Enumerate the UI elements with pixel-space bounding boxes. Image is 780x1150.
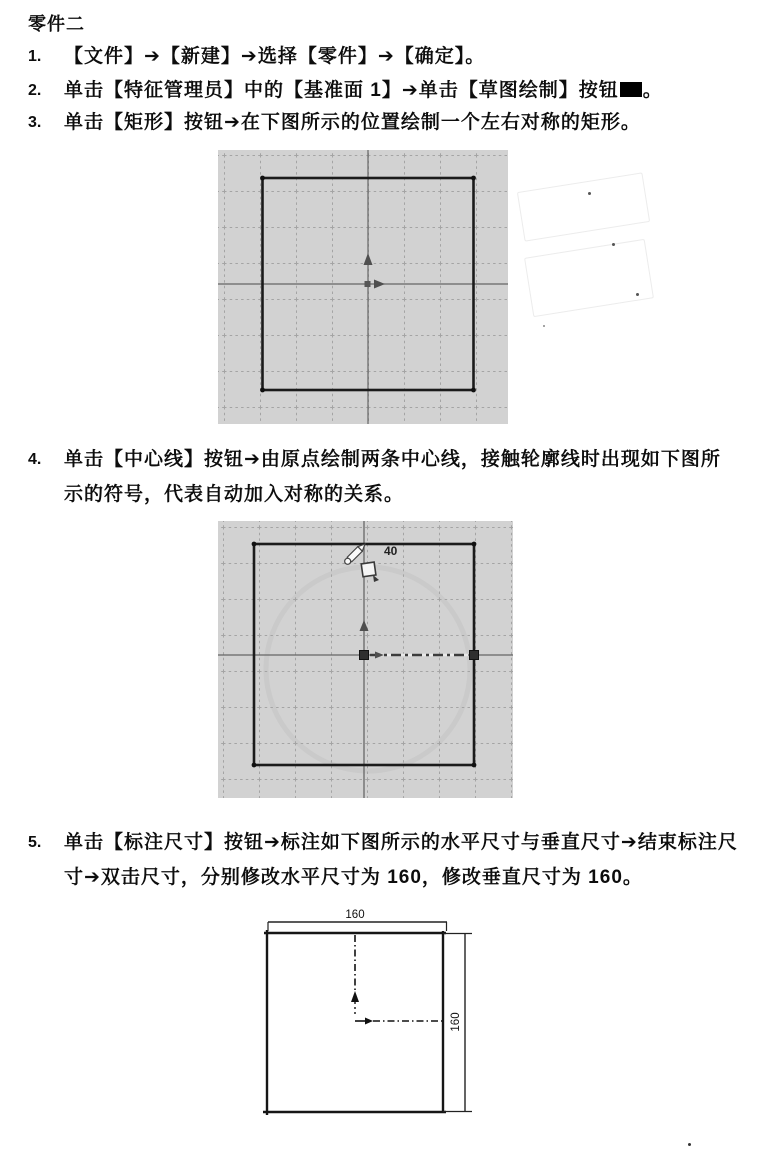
- figure-centerline-sketch: [218, 521, 513, 798]
- sketch-draw-button-icon: [620, 82, 642, 97]
- step-text-segment: 单击【特征管理员】中的【基准面 1】➔单击【草图绘制】按钮: [64, 80, 619, 101]
- centerline-length-label: 40: [384, 544, 398, 558]
- step-number: 1.: [28, 48, 42, 65]
- step-text: 【文件】➔【新建】➔选择【零件】➔【确定】。: [64, 46, 486, 67]
- centerline-sketch-canvas: [218, 521, 513, 798]
- step-text-segment: 。: [642, 80, 663, 101]
- figure-rectangle-sketch: [218, 150, 508, 424]
- horizontal-dimension-label: 160: [345, 909, 365, 921]
- step-text: 单击【标注尺寸】按钮➔标注如下图所示的水平尺寸与垂直尺寸➔结束标注尺寸➔双击尺寸，分别修改水平尺寸为 160，修改垂直尺寸为 160。: [64, 832, 738, 888]
- scan-speck: [688, 1143, 691, 1146]
- scan-speck: [612, 243, 615, 246]
- step-number: 2.: [28, 82, 42, 99]
- scan-speck: [636, 293, 639, 296]
- symmetry-marker-origin: [360, 651, 369, 660]
- origin-point: [365, 281, 371, 287]
- vertical-dimension-label: 160: [450, 1012, 462, 1032]
- figure-dimension-sketch: [250, 903, 478, 1143]
- step-text: 单击【矩形】按钮➔在下图所示的位置绘制一个左右对称的矩形。: [64, 112, 641, 133]
- scan-ghost-artifact: [517, 172, 650, 241]
- scan-speck: [543, 325, 545, 327]
- step-4: [28, 442, 744, 512]
- scan-ghost-artifact: [524, 239, 654, 317]
- scan-speck: [588, 192, 591, 195]
- step-number: 3.: [28, 114, 42, 131]
- step-text: 单击【中心线】按钮➔由原点绘制两条中心线，接触轮廓线时出现如下图所示的符号，代表自动加入对称的关系。: [64, 449, 721, 505]
- step-text: [64, 73, 740, 108]
- symmetry-marker-right-edge: [470, 651, 479, 660]
- rectangle-sketch-canvas: [218, 150, 508, 424]
- step-3: [28, 105, 744, 140]
- step-number: 5.: [28, 834, 42, 851]
- step-5: [28, 825, 744, 895]
- step-number: 4.: [28, 451, 42, 468]
- symmetry-relation-symbol-icon: [361, 562, 376, 577]
- page-title: 零件二: [28, 14, 85, 34]
- dimension-sketch-canvas: [250, 903, 478, 1143]
- step-2: [28, 73, 744, 108]
- step-1: [28, 39, 744, 74]
